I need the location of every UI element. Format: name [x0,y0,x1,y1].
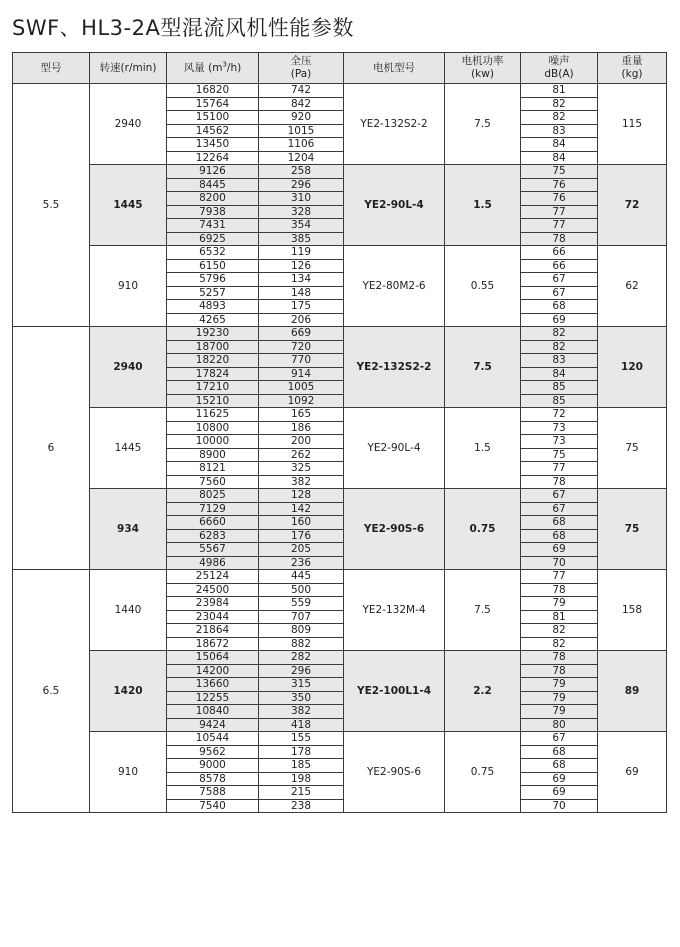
cell-airflow: 6660 [167,516,259,530]
cell-airflow: 12264 [167,151,259,165]
cell-pressure: 325 [259,462,344,476]
cell-noise: 84 [521,151,598,165]
cell-motor: YE2-100L1-4 [344,651,445,732]
cell-airflow: 10000 [167,435,259,449]
cell-pressure: 185 [259,759,344,773]
cell-noise: 76 [521,178,598,192]
cell-noise: 72 [521,408,598,422]
cell-pressure: 238 [259,799,344,813]
cell-noise: 67 [521,286,598,300]
cell-airflow: 9000 [167,759,259,773]
header-pressure: 全压 (Pa) [259,53,344,84]
cell-airflow: 9562 [167,745,259,759]
cell-pressure: 200 [259,435,344,449]
cell-pressure: 707 [259,610,344,624]
cell-pressure: 720 [259,340,344,354]
cell-airflow: 4893 [167,300,259,314]
cell-airflow: 7588 [167,786,259,800]
cell-noise: 70 [521,799,598,813]
cell-noise: 69 [521,772,598,786]
cell-pressure: 914 [259,367,344,381]
cell-pressure: 920 [259,111,344,125]
header-model: 型号 [13,53,90,84]
cell-weight: 75 [598,489,667,570]
table-header [13,53,667,84]
cell-airflow: 13660 [167,678,259,692]
cell-pressure: 262 [259,448,344,462]
page-title: SWF、HL3-2A型混流风机性能参数 [12,16,354,40]
cell-motor: YE2-90L-4 [344,165,445,246]
cell-airflow: 6283 [167,529,259,543]
cell-noise: 67 [521,489,598,503]
cell-speed: 910 [90,732,167,813]
cell-noise: 67 [521,273,598,287]
table-row [13,732,667,746]
header-power: 电机功率 (kw) [445,53,521,84]
cell-pressure: 882 [259,637,344,651]
cell-noise: 68 [521,745,598,759]
cell-noise: 66 [521,246,598,260]
cell-weight: 72 [598,165,667,246]
table-row [13,327,667,341]
cell-airflow: 7431 [167,219,259,233]
cell-speed: 1445 [90,165,167,246]
cell-pressure: 215 [259,786,344,800]
cell-pressure: 126 [259,259,344,273]
cell-pressure: 445 [259,570,344,584]
cell-pressure: 382 [259,705,344,719]
cell-airflow: 16820 [167,84,259,98]
cell-pressure: 742 [259,84,344,98]
cell-airflow: 21864 [167,624,259,638]
cell-noise: 73 [521,435,598,449]
cell-pressure: 296 [259,178,344,192]
cell-weight: 69 [598,732,667,813]
cell-pressure: 142 [259,502,344,516]
cell-noise: 82 [521,637,598,651]
cell-pressure: 186 [259,421,344,435]
cell-airflow: 23044 [167,610,259,624]
cell-noise: 69 [521,786,598,800]
cell-noise: 78 [521,583,598,597]
cell-model: 6.5 [13,570,90,813]
header-noise: 噪声 dB(A) [521,53,598,84]
cell-noise: 77 [521,219,598,233]
cell-pressure: 1106 [259,138,344,152]
cell-pressure: 842 [259,97,344,111]
cell-pressure: 500 [259,583,344,597]
cell-pressure: 296 [259,664,344,678]
cell-airflow: 9424 [167,718,259,732]
cell-speed: 1420 [90,651,167,732]
cell-speed: 1440 [90,570,167,651]
cell-pressure: 350 [259,691,344,705]
cell-airflow: 7560 [167,475,259,489]
cell-noise: 79 [521,691,598,705]
cell-airflow: 18220 [167,354,259,368]
cell-noise: 85 [521,381,598,395]
cell-pressure: 165 [259,408,344,422]
header-airflow: 风量 $(m^3/h)$ [167,53,259,84]
cell-noise: 82 [521,111,598,125]
cell-airflow: 10800 [167,421,259,435]
cell-noise: 75 [521,448,598,462]
cell-motor: YE2-132M-4 [344,570,445,651]
cell-pressure: 160 [259,516,344,530]
cell-pressure: 148 [259,286,344,300]
cell-airflow: 15100 [167,111,259,125]
cell-pressure: 176 [259,529,344,543]
cell-airflow: 8578 [167,772,259,786]
cell-airflow: 8900 [167,448,259,462]
cell-airflow: 18700 [167,340,259,354]
cell-power: 0.75 [445,732,521,813]
cell-noise: 82 [521,340,598,354]
table-row [13,489,667,503]
cell-motor: YE2-132S2-2 [344,84,445,165]
cell-pressure: 418 [259,718,344,732]
performance-table [12,52,667,813]
cell-power: 2.2 [445,651,521,732]
cell-airflow: 14562 [167,124,259,138]
cell-pressure: 770 [259,354,344,368]
cell-power: 1.5 [445,165,521,246]
cell-pressure: 206 [259,313,344,327]
cell-airflow: 24500 [167,583,259,597]
cell-pressure: 385 [259,232,344,246]
cell-noise: 76 [521,192,598,206]
cell-airflow: 8445 [167,178,259,192]
cell-speed: 934 [90,489,167,570]
cell-pressure: 382 [259,475,344,489]
cell-motor: YE2-132S2-2 [344,327,445,408]
header-motor: 电机型号 [344,53,445,84]
cell-airflow: 15210 [167,394,259,408]
cell-noise: 81 [521,84,598,98]
cell-airflow: 15764 [167,97,259,111]
cell-weight: 62 [598,246,667,327]
cell-noise: 84 [521,367,598,381]
cell-noise: 70 [521,556,598,570]
cell-airflow: 8121 [167,462,259,476]
cell-weight: 158 [598,570,667,651]
cell-airflow: 17824 [167,367,259,381]
table-row [13,246,667,260]
cell-airflow: 5567 [167,543,259,557]
cell-noise: 67 [521,732,598,746]
cell-pressure: 134 [259,273,344,287]
cell-airflow: 6925 [167,232,259,246]
cell-speed: 1445 [90,408,167,489]
table-row [13,165,667,179]
cell-motor: YE2-90S-6 [344,732,445,813]
cell-power: 1.5 [445,408,521,489]
cell-pressure: 175 [259,300,344,314]
cell-airflow: 7540 [167,799,259,813]
cell-airflow: 7938 [167,205,259,219]
cell-noise: 68 [521,529,598,543]
cell-airflow: 5796 [167,273,259,287]
cell-airflow: 12255 [167,691,259,705]
cell-noise: 77 [521,205,598,219]
cell-airflow: 4986 [167,556,259,570]
cell-speed: 2940 [90,84,167,165]
cell-airflow: 19230 [167,327,259,341]
cell-power: 7.5 [445,84,521,165]
cell-airflow: 6150 [167,259,259,273]
cell-weight: 115 [598,84,667,165]
cell-noise: 68 [521,516,598,530]
cell-pressure: 1015 [259,124,344,138]
cell-weight: 75 [598,408,667,489]
cell-airflow: 18672 [167,637,259,651]
header-speed: 转速(r/min) [90,53,167,84]
cell-pressure: 258 [259,165,344,179]
cell-motor: YE2-90S-6 [344,489,445,570]
cell-airflow: 25124 [167,570,259,584]
cell-airflow: 11625 [167,408,259,422]
cell-motor: YE2-80M2-6 [344,246,445,327]
cell-noise: 78 [521,664,598,678]
cell-airflow: 7129 [167,502,259,516]
cell-power: 7.5 [445,327,521,408]
cell-pressure: 1092 [259,394,344,408]
cell-noise: 79 [521,597,598,611]
cell-noise: 78 [521,475,598,489]
cell-pressure: 178 [259,745,344,759]
cell-airflow: 10544 [167,732,259,746]
cell-pressure: 1005 [259,381,344,395]
cell-power: 7.5 [445,570,521,651]
cell-noise: 83 [521,354,598,368]
cell-noise: 82 [521,327,598,341]
cell-pressure: 559 [259,597,344,611]
cell-noise: 79 [521,705,598,719]
cell-noise: 69 [521,543,598,557]
cell-pressure: 809 [259,624,344,638]
cell-pressure: 198 [259,772,344,786]
table-row [13,570,667,584]
cell-noise: 68 [521,759,598,773]
cell-weight: 120 [598,327,667,408]
cell-pressure: 282 [259,651,344,665]
header-weight: 重量 (kg) [598,53,667,84]
cell-noise: 75 [521,165,598,179]
cell-noise: 77 [521,462,598,476]
cell-noise: 78 [521,232,598,246]
cell-pressure: 354 [259,219,344,233]
cell-pressure: 669 [259,327,344,341]
cell-airflow: 6532 [167,246,259,260]
cell-airflow: 8025 [167,489,259,503]
cell-airflow: 23984 [167,597,259,611]
cell-model: 5.5 [13,84,90,327]
cell-airflow: 4265 [167,313,259,327]
cell-pressure: 328 [259,205,344,219]
cell-pressure: 128 [259,489,344,503]
cell-noise: 79 [521,678,598,692]
cell-noise: 77 [521,570,598,584]
cell-motor: YE2-90L-4 [344,408,445,489]
cell-pressure: 155 [259,732,344,746]
cell-noise: 84 [521,138,598,152]
cell-pressure: 205 [259,543,344,557]
table-row [13,651,667,665]
cell-noise: 68 [521,300,598,314]
cell-noise: 67 [521,502,598,516]
table-row [13,84,667,98]
cell-pressure: 1204 [259,151,344,165]
cell-airflow: 15064 [167,651,259,665]
cell-pressure: 310 [259,192,344,206]
cell-airflow: 17210 [167,381,259,395]
cell-noise: 66 [521,259,598,273]
cell-noise: 85 [521,394,598,408]
cell-airflow: 9126 [167,165,259,179]
cell-pressure: 119 [259,246,344,260]
table-row [13,408,667,422]
cell-airflow: 5257 [167,286,259,300]
cell-noise: 82 [521,97,598,111]
cell-weight: 89 [598,651,667,732]
cell-pressure: 315 [259,678,344,692]
cell-noise: 83 [521,124,598,138]
cell-power: 0.55 [445,246,521,327]
cell-noise: 78 [521,651,598,665]
table-body [13,84,667,813]
cell-noise: 81 [521,610,598,624]
cell-noise: 69 [521,313,598,327]
cell-airflow: 10840 [167,705,259,719]
cell-speed: 2940 [90,327,167,408]
cell-airflow: 14200 [167,664,259,678]
cell-airflow: 8200 [167,192,259,206]
cell-noise: 82 [521,624,598,638]
cell-pressure: 236 [259,556,344,570]
cell-power: 0.75 [445,489,521,570]
cell-noise: 80 [521,718,598,732]
cell-airflow: 13450 [167,138,259,152]
cell-model: 6 [13,327,90,570]
cell-speed: 910 [90,246,167,327]
cell-noise: 73 [521,421,598,435]
